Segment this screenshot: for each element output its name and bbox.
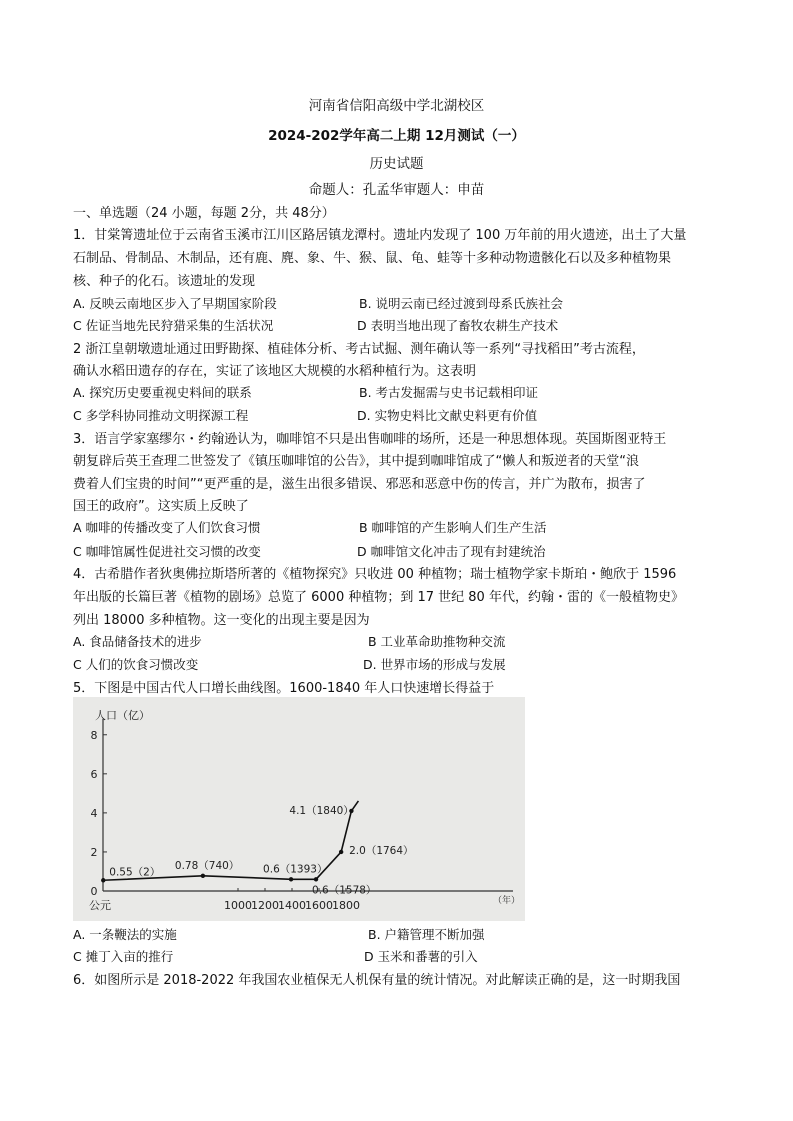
- y-tick-label: 8: [90, 728, 98, 742]
- x-tick-label: 1000: [224, 899, 252, 912]
- q2-option-b[interactable]: B. 考古发掘需与史书记载相印证: [359, 385, 539, 400]
- q1-line-3: 核、种子的化石。该遗址的发现: [73, 274, 256, 289]
- y-tick-label: 2: [90, 845, 98, 859]
- q1-line-1: 1．甘棠箐遗址位于云南省玉溪市江川区路居镇龙潭村。遗址内发现了 100 万年前的用火遗迹，出土了大量: [73, 228, 687, 243]
- y-tick-label: 6: [90, 767, 98, 781]
- q2-option-a[interactable]: A. 探究历史要重视史料间的联系: [73, 385, 252, 400]
- q2-line-2: 确认水稻田遗存的存在，实证了该地区大规模的水稻种植行为。这表明: [73, 364, 477, 379]
- q5-option-a[interactable]: A. 一条鞭法的实施: [73, 927, 177, 942]
- x-axis-label: （年）: [493, 896, 521, 906]
- q3-option-d[interactable]: D 咖啡馆文化冲击了现有封建统治: [357, 544, 546, 559]
- data-point: [339, 850, 343, 854]
- y-axis-label: 人口（亿）: [95, 709, 150, 722]
- population-chart: [73, 697, 525, 921]
- q4-option-b[interactable]: B 工业革命助推物种交流: [368, 634, 506, 649]
- q1-option-a[interactable]: A. 反映云南地区步入了早期国家阶段: [73, 296, 277, 311]
- q3-option-a[interactable]: A 咖啡的传播改变了人们饮食习惯: [73, 520, 261, 535]
- data-label: 4.1（1840）: [289, 804, 354, 817]
- exam-title: 2024-202学年高二上期 12月测试（一）: [268, 128, 525, 144]
- x-tick-label: 1600: [305, 899, 333, 912]
- y-tick-label: 4: [90, 806, 98, 820]
- data-point: [201, 874, 205, 878]
- q1-option-b[interactable]: B. 说明云南已经过渡到母系氏族社会: [359, 296, 564, 311]
- data-label: 0.6（1393）: [263, 863, 328, 876]
- q3-option-b[interactable]: B 咖啡馆的产生影响人们生产生活: [359, 520, 547, 535]
- q3-line-3: 费着人们宝贵的时间”“更严重的是，滋生出很多错误、邪恶和恶意中伤的传言，并广为散布，损害了: [73, 477, 646, 492]
- q1-option-d[interactable]: D 表明当地出现了畜牧农耕生产技术: [357, 318, 559, 333]
- q4-line-2: 年出版的长篇巨著《植物的剧场》总览了 6000 种植物；到 17 世纪 80 年代，约翰・雷的《一般植物史》: [73, 590, 684, 605]
- q3-line-1: 3．语言学家塞缪尔・约翰逊认为，咖啡馆不只是出售咖啡的场所，还是一种思想体现。英国斯图亚特王: [73, 432, 667, 447]
- population-chart-svg: [73, 697, 525, 921]
- x-tick-label: 1800: [332, 899, 360, 912]
- q4-option-c[interactable]: C 人们的饮食习惯改变: [73, 657, 199, 672]
- q2-option-d[interactable]: D. 实物史料比文献史料更有价值: [357, 408, 538, 423]
- q4-option-d[interactable]: D. 世界市场的形成与发展: [363, 657, 506, 672]
- q2-option-c[interactable]: C 多学科协同推动文明探源工程: [73, 408, 249, 423]
- q5-line-1: 5．下图是中国古代人口增长曲线图。1600-1840 年人口快速增长得益于: [73, 681, 495, 696]
- data-label: 0.6（1578）: [312, 884, 377, 897]
- q3-line-2: 朝复辟后英王查理二世签发了《镇压咖啡馆的公告》，其中提到咖啡馆成了“懒人和叛逆者的天堂“浪: [73, 454, 639, 469]
- q5-option-b[interactable]: B. 户籍管理不断加强: [368, 927, 485, 942]
- q4-line-3: 列出 18000 多种植物。这一变化的出现主要是因为: [73, 613, 370, 628]
- data-label: 2.0（1764）: [349, 844, 414, 857]
- subject-title: 历史试题: [369, 156, 424, 172]
- q4-option-a[interactable]: A. 食品储备技术的进步: [73, 634, 202, 649]
- school-name: 河南省信阳高级中学北湖校区: [308, 98, 485, 114]
- y-tick-label: 0: [90, 885, 98, 898]
- origin-label: 公元: [89, 899, 111, 912]
- q5-option-d[interactable]: D 玉米和番薯的引入: [364, 949, 478, 964]
- data-label: 0.55（2）: [109, 866, 161, 879]
- q5-option-c[interactable]: C 摊丁入亩的推行: [73, 949, 174, 964]
- q3-line-4: 国王的政府”。这实质上反映了: [73, 499, 249, 514]
- data-point: [101, 878, 105, 882]
- q1-line-2: 石制品、骨制品、木制品，还有鹿、麂、象、牛、猴、鼠、龟、蛙等十多种动物遗骸化石以及多种植物果: [73, 251, 672, 266]
- data-point: [289, 877, 293, 881]
- q2-line-1: 2 浙江皇朝墩遗址通过田野勘探、植硅体分析、考古试掘、测年确认等一系列“寻找稻田”考古流程，: [73, 342, 645, 357]
- data-point: [314, 877, 318, 881]
- authors-line: 命题人：孔孟华审题人：申苗: [308, 182, 485, 198]
- q4-line-1: 4．古希腊作者狄奥佛拉斯塔所著的《植物探究》只收进 00 种植物；瑞士植物学家卡斯珀・鲍欣于 1596: [73, 567, 677, 582]
- q6-line-1: 6．如图所示是 2018-2022 年我国农业植保无人机保有量的统计情况。对此解读正确的是，这一时期我国: [73, 973, 681, 988]
- q1-option-c[interactable]: C 佐证当地先民狩猎采集的生活状况: [73, 318, 274, 333]
- x-tick-label: 1400: [278, 899, 306, 912]
- q3-option-c[interactable]: C 咖啡馆属性促进社交习惯的改变: [73, 544, 261, 559]
- section-heading: 一、单选题（24 小题，每题 2分，共 48分）: [73, 206, 335, 221]
- data-label: 0.78（740）: [174, 859, 240, 872]
- x-tick-label: 1200: [251, 899, 279, 912]
